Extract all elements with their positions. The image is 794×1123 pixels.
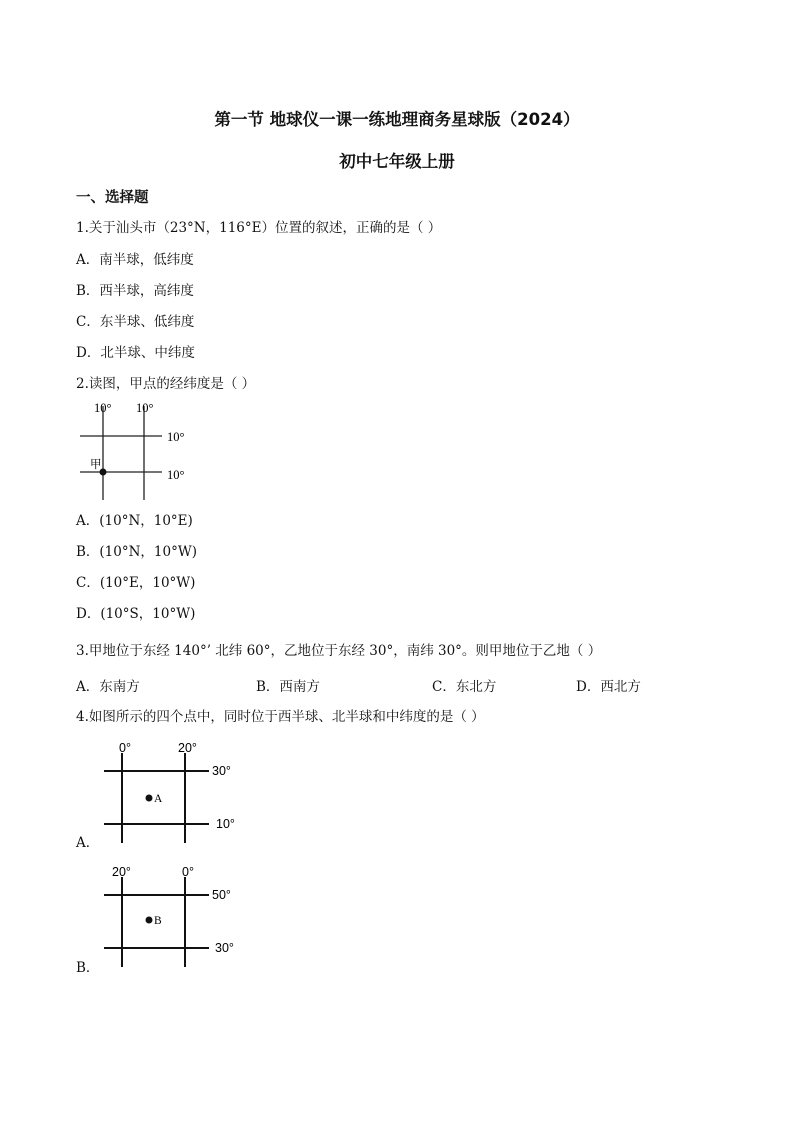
label-point-jia: 甲 — [90, 459, 102, 471]
label-right-top: 10° — [167, 430, 185, 444]
question-2-option-d[interactable]: D．(10°S，10°W) — [76, 606, 196, 622]
question-4-option-a-figure[interactable] — [96, 737, 246, 845]
section-heading: 一、选择题 — [76, 190, 149, 206]
question-2-option-a[interactable]: A．(10°N，10°E) — [76, 513, 193, 529]
label-top-right: 10° — [136, 401, 154, 415]
label-point-b: B — [154, 915, 162, 927]
question-3-option-b[interactable]: B．西南方 — [256, 679, 320, 695]
question-3-stem: 3.甲地位于东经 140°’ 北纬 60°，乙地位于东经 30°，南纬 30°。则甲地位于乙地（ ） — [76, 643, 602, 659]
label-top-left: 20° — [112, 865, 131, 879]
label-right-bottom: 10° — [216, 817, 235, 831]
point-b-marker — [146, 917, 153, 924]
label-right-bottom: 30° — [215, 941, 234, 955]
question-3-option-a[interactable]: A．东南方 — [76, 679, 140, 695]
label-right-bottom: 10° — [167, 468, 185, 482]
question-1-option-c[interactable]: C．东半球、低纬度 — [76, 314, 195, 330]
label-point-a: A — [154, 793, 163, 805]
page-title: 第一节 地球仪一课一练地理商务星球版（2024） — [214, 110, 580, 129]
label-top-left: 0° — [119, 741, 131, 755]
question-1-option-b[interactable]: B．西半球，高纬度 — [76, 283, 194, 299]
question-1-option-d[interactable]: D．北半球、中纬度 — [76, 345, 195, 361]
label-right-top: 50° — [212, 888, 231, 902]
label-top-right: 20° — [178, 741, 197, 755]
question-3-option-c[interactable]: C．东北方 — [432, 679, 497, 695]
label-right-top: 30° — [212, 764, 231, 778]
question-4-option-b-letter[interactable]: B． — [76, 960, 100, 976]
question-4-option-a-letter[interactable]: A． — [76, 835, 100, 851]
question-1-option-a[interactable]: A．南半球，低纬度 — [76, 252, 194, 268]
label-top-right: 0° — [182, 865, 194, 879]
question-2-grid-figure — [76, 398, 206, 504]
question-2-stem: 2.读图，甲点的经纬度是（ ） — [76, 376, 256, 392]
question-4-stem: 4.如图所示的四个点中，同时位于西半球、北半球和中纬度的是（ ） — [76, 709, 485, 725]
question-2-option-c[interactable]: C．(10°E，10°W) — [76, 575, 196, 591]
question-2-option-b[interactable]: B．(10°N，10°W) — [76, 544, 197, 560]
question-3-option-d[interactable]: D．西北方 — [576, 679, 641, 695]
question-1-stem: 1.关于汕头市（23°N，116°E）位置的叙述，正确的是（ ） — [76, 220, 442, 236]
page-subtitle: 初中七年级上册 — [339, 152, 455, 171]
point-a-marker — [146, 795, 153, 802]
question-4-option-b-figure[interactable] — [96, 861, 246, 969]
label-top-left: 10° — [94, 401, 112, 415]
